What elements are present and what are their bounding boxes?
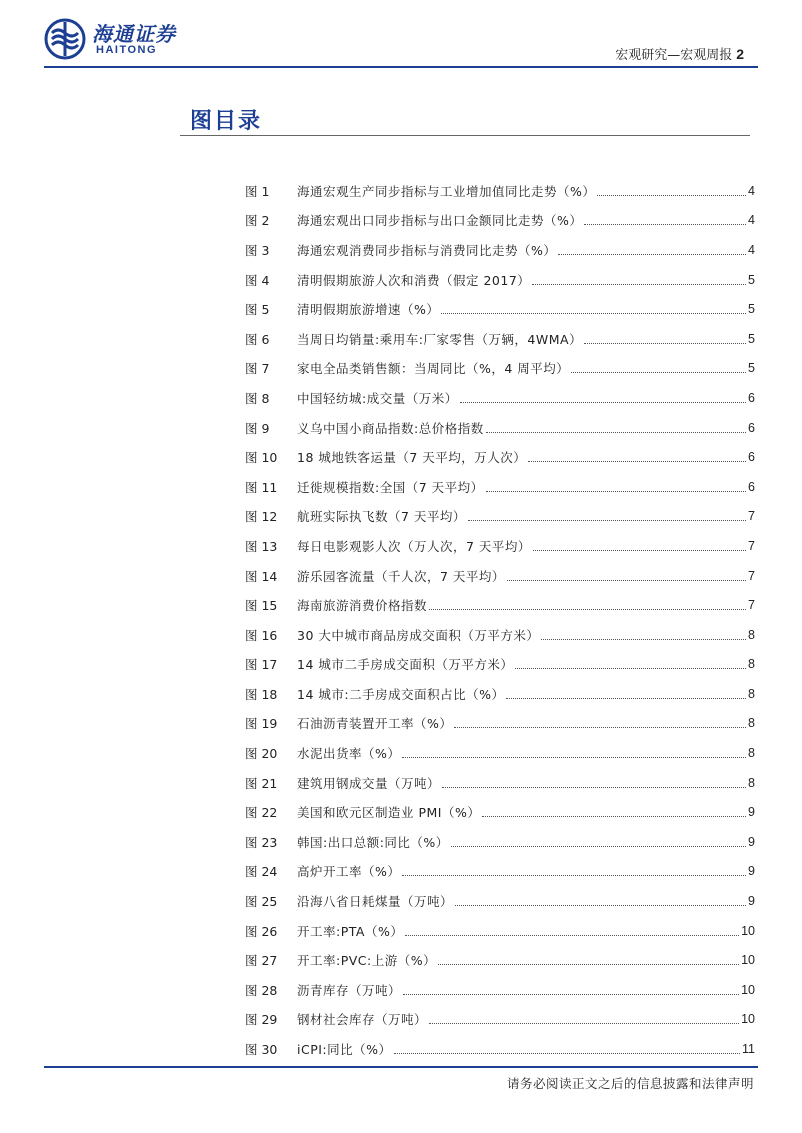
toc-entry[interactable]: [245, 176, 755, 206]
figure-label: 图 14: [245, 568, 278, 584]
figure-title: 韩国:出口总额:同比（%）: [297, 834, 449, 850]
toc-entry[interactable]: [245, 472, 755, 502]
figure-title: iCPI:同比（%）: [297, 1042, 392, 1058]
toc-entry[interactable]: [245, 413, 755, 443]
dot-leader: [571, 371, 746, 373]
toc-entry[interactable]: [245, 206, 755, 236]
dot-leader: [451, 845, 746, 847]
dot-leader: [455, 904, 746, 906]
figure-page-number: 5: [748, 302, 755, 317]
figure-page-number: 5: [748, 272, 755, 287]
figure-page-number: 6: [748, 450, 755, 465]
dot-leader: [541, 638, 746, 640]
toc-entry[interactable]: [245, 857, 755, 887]
toc-entry[interactable]: [245, 709, 755, 739]
figure-page-number: 7: [748, 598, 755, 613]
figure-label: 图 1: [245, 183, 270, 199]
figure-label: 图 8: [245, 390, 270, 406]
figure-title: 建筑用钢成交量（万吨）: [297, 775, 441, 791]
dot-leader: [460, 401, 746, 403]
figure-page-number: 10: [741, 953, 755, 968]
figure-title: 沥青库存（万吨）: [297, 982, 402, 998]
figure-page-number: 10: [741, 1012, 755, 1027]
page-number: 2: [736, 46, 744, 62]
dot-leader: [429, 608, 746, 610]
figure-page-number: 10: [741, 923, 755, 938]
figure-label: 图 21: [245, 775, 278, 791]
figure-title: 30 大中城市商品房成交面积（万平方米）: [297, 627, 540, 643]
dot-leader: [532, 283, 746, 285]
toc-entry[interactable]: [245, 797, 755, 827]
figure-title: 钢材社会库存（万吨）: [297, 1012, 428, 1028]
figure-label: 图 7: [245, 361, 270, 377]
figure-title: 18 城地铁客运量（7 天平均，万人次）: [297, 450, 527, 466]
dot-leader: [403, 993, 739, 995]
dot-leader: [482, 815, 746, 817]
figure-label: 图 17: [245, 657, 278, 673]
figure-label: 图 23: [245, 834, 278, 850]
figure-title: 迁徙规模指数:全国（7 天平均）: [297, 479, 484, 495]
figure-label: 图 19: [245, 716, 278, 732]
toc-entry[interactable]: [245, 442, 755, 472]
figure-title: 每日电影观影人次（万人次，7 天平均）: [297, 538, 531, 554]
dot-leader: [405, 934, 739, 936]
toc-entry[interactable]: [245, 354, 755, 384]
title-divider: [180, 135, 750, 136]
dot-leader: [597, 194, 746, 196]
figure-label: 图 16: [245, 627, 278, 643]
figure-label: 图 11: [245, 479, 278, 495]
figure-page-number: 8: [748, 716, 755, 731]
figure-label: 图 13: [245, 538, 278, 554]
figure-title: 中国轻纺城:成交量（万米）: [297, 390, 458, 406]
footer-disclaimer: 请务必阅读正文之后的信息披露和法律声明: [506, 1076, 754, 1091]
figure-title: 14 城市:二手房成交面积占比（%）: [297, 686, 505, 702]
toc-entry[interactable]: [245, 235, 755, 265]
figure-title: 海南旅游消费价格指数: [297, 598, 428, 614]
section-name: 宏观研究—宏观周报: [615, 48, 733, 63]
figure-title: 游乐园客流量（千人次，7 天平均）: [297, 568, 505, 584]
dot-leader: [506, 697, 746, 699]
figure-page-number: 5: [748, 361, 755, 376]
logo-english-name: HAITONG: [96, 44, 158, 56]
header-divider: [44, 66, 758, 68]
figure-page-number: 9: [748, 834, 755, 849]
toc-entry[interactable]: [245, 1034, 755, 1064]
figure-title: 开工率:PVC:上游（%）: [297, 953, 437, 969]
dot-leader: [533, 549, 746, 551]
footer-divider: [44, 1066, 758, 1068]
figure-label: 图 3: [245, 242, 270, 258]
toc-entry[interactable]: [245, 827, 755, 857]
dot-leader: [394, 1052, 741, 1054]
dot-leader: [402, 756, 746, 758]
figure-label: 图 15: [245, 598, 278, 614]
figure-title: 清明假期旅游人次和消费（假定 2017）: [297, 272, 531, 288]
company-logo: [44, 16, 194, 62]
toc-entry[interactable]: [245, 561, 755, 591]
figure-title: 海通宏观消费同步指标与消费同比走势（%）: [297, 242, 557, 258]
figure-label: 图 20: [245, 746, 278, 762]
toc-entry[interactable]: [245, 738, 755, 768]
figure-title: 当周日均销量:乘用车:厂家零售（万辆，4WMA）: [297, 331, 583, 347]
figure-title: 义乌中国小商品指数:总价格指数: [297, 420, 484, 436]
dot-leader: [441, 312, 746, 314]
toc-entry[interactable]: [245, 1005, 755, 1035]
toc-entry[interactable]: [245, 531, 755, 561]
figure-page-number: 8: [748, 746, 755, 761]
figure-title: 美国和欧元区制造业 PMI（%）: [297, 805, 481, 821]
figure-page-number: 6: [748, 390, 755, 405]
figure-page-number: 9: [748, 894, 755, 909]
figure-label: 图 22: [245, 805, 278, 821]
figure-page-number: 5: [748, 331, 755, 346]
figure-title: 航班实际执飞数（7 天平均）: [297, 509, 466, 525]
dot-leader: [584, 223, 746, 225]
figure-page-number: 7: [748, 538, 755, 553]
figure-label: 图 12: [245, 509, 278, 525]
figure-label: 图 30: [245, 1042, 278, 1058]
toc-entry[interactable]: [245, 768, 755, 798]
figure-label: 图 5: [245, 302, 270, 318]
dot-leader: [486, 490, 746, 492]
toc-entry[interactable]: [245, 916, 755, 946]
figure-title: 石油沥青装置开工率（%）: [297, 716, 453, 732]
figure-label: 图 18: [245, 686, 278, 702]
figure-title: 清明假期旅游增速（%）: [297, 302, 440, 318]
toc-entry[interactable]: [245, 886, 755, 916]
dot-leader: [429, 1022, 739, 1024]
dot-leader: [584, 342, 746, 344]
figure-label: 图 24: [245, 864, 278, 880]
figure-label: 图 27: [245, 953, 278, 969]
dot-leader: [528, 460, 746, 462]
figure-label: 图 6: [245, 331, 270, 347]
figure-page-number: 6: [748, 420, 755, 435]
dot-leader: [438, 963, 739, 965]
figure-page-number: 6: [748, 479, 755, 494]
figure-page-number: 8: [748, 627, 755, 642]
toc-entry[interactable]: [245, 620, 755, 650]
figure-page-number: 7: [748, 568, 755, 583]
figure-label: 图 25: [245, 894, 278, 910]
toc-entry[interactable]: [245, 590, 755, 620]
dot-leader: [558, 253, 746, 255]
toc-entry[interactable]: [245, 383, 755, 413]
dot-leader: [402, 874, 746, 876]
toc-title: 图目录: [190, 109, 263, 134]
figure-page-number: 4: [748, 242, 755, 257]
figure-page-number: 4: [748, 213, 755, 228]
figure-page-number: 8: [748, 686, 755, 701]
toc-entry[interactable]: [245, 265, 755, 295]
figure-title: 沿海八省日耗煤量（万吨）: [297, 894, 454, 910]
figure-title: 海通宏观生产同步指标与工业增加值同比走势（%）: [297, 183, 596, 199]
toc-entry[interactable]: [245, 945, 755, 975]
figure-title: 家电全品类销售额：当周同比（%，4 周平均）: [297, 361, 570, 377]
dot-leader: [486, 431, 746, 433]
figure-page-number: 4: [748, 183, 755, 198]
figure-page-number: 7: [748, 509, 755, 524]
figure-title: 高炉开工率（%）: [297, 864, 401, 880]
figure-title: 开工率:PTA（%）: [297, 923, 404, 939]
figure-page-number: 8: [748, 657, 755, 672]
toc-entry[interactable]: [245, 650, 755, 680]
toc-entry[interactable]: [245, 502, 755, 532]
dot-leader: [442, 786, 746, 788]
dot-leader: [515, 667, 746, 669]
figure-title: 14 城市二手房成交面积（万平方米）: [297, 657, 514, 673]
figure-label: 图 4: [245, 272, 270, 288]
figure-label: 图 28: [245, 982, 278, 998]
toc-entry[interactable]: [245, 294, 755, 324]
figure-page-number: 9: [748, 805, 755, 820]
figure-label: 图 26: [245, 923, 278, 939]
figure-page-number: 10: [741, 982, 755, 997]
dot-leader: [468, 519, 746, 521]
header-section-info: [615, 44, 744, 63]
figure-page-number: 8: [748, 775, 755, 790]
figure-label: 图 9: [245, 420, 270, 436]
figure-page-number: 9: [748, 864, 755, 879]
figure-title: 水泥出货率（%）: [297, 746, 401, 762]
dot-leader: [507, 579, 746, 581]
figure-page-number: 11: [742, 1042, 755, 1057]
dot-leader: [454, 726, 746, 728]
figure-label: 图 29: [245, 1012, 278, 1028]
toc-entry[interactable]: [245, 324, 755, 354]
figure-label: 图 10: [245, 450, 278, 466]
logo-chinese-name: 海通证券: [92, 22, 176, 46]
haitong-logo-icon: [44, 18, 86, 60]
figure-title: 海通宏观出口同步指标与出口金额同比走势（%）: [297, 213, 583, 229]
toc-entry[interactable]: [245, 975, 755, 1005]
toc-entry[interactable]: [245, 679, 755, 709]
figure-label: 图 2: [245, 213, 270, 229]
figure-list: [245, 176, 755, 1064]
